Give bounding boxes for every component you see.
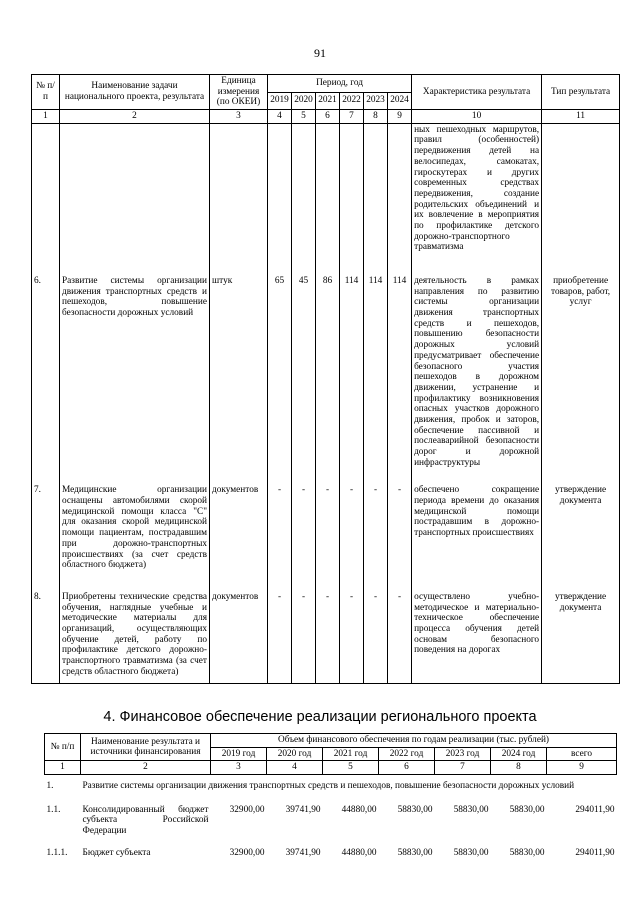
fin-row-value: 39741,90	[285, 804, 321, 815]
fin-row-value: 58830,00	[453, 804, 489, 815]
fin-row-value: 44880,00	[341, 804, 377, 815]
row-value: -	[340, 484, 364, 591]
row-type	[542, 123, 620, 275]
row-value: -	[316, 484, 340, 591]
col-header-year: 2020	[292, 92, 316, 110]
results-table	[31, 74, 620, 684]
fin-col-header-year: 2021 год	[323, 747, 379, 761]
row-value: -	[388, 484, 412, 591]
fin-row-value: 58830,00	[397, 847, 433, 858]
section-title: 4. Финансовое обеспечение реализации регионального проекта	[103, 709, 537, 725]
col-header-task: Наименование задачи национального проекта, результата	[60, 75, 210, 110]
fin-row-num: 1.1.	[46, 804, 61, 815]
col-header-characteristic: Характеристика результата	[412, 75, 542, 110]
row-num: 8.	[32, 591, 60, 684]
col-number: 2	[60, 110, 210, 124]
fin-row	[45, 804, 617, 847]
fin-row-value: 32900,00	[229, 847, 265, 858]
col-number: 11	[542, 110, 620, 124]
fin-row-value: 58830,00	[453, 847, 489, 858]
row-value	[292, 123, 316, 275]
row-unit	[210, 123, 268, 275]
row-unit: документов	[210, 484, 268, 591]
fin-col-header-name: Наименование результата и источники финансирования	[81, 734, 211, 761]
row-value	[388, 123, 412, 275]
fin-row-value: 44880,00	[341, 847, 377, 858]
col-number: 8	[364, 110, 388, 124]
fin-row-total: 294011,90	[575, 804, 615, 815]
fin-row-value: 39741,90	[285, 847, 321, 858]
col-header-year: 2019	[268, 92, 292, 110]
col-number: 3	[210, 110, 268, 124]
fin-col-header-volume: Объем финансового обеспечения по годам реализации (тыс. рублей)	[211, 734, 617, 748]
fin-row	[45, 847, 617, 860]
col-number: 5	[323, 761, 379, 775]
table-row	[32, 484, 620, 591]
col-header-year: 2021	[316, 92, 340, 110]
fin-col-header-year: 2024 год	[491, 747, 547, 761]
col-header-type: Тип результата	[542, 75, 620, 110]
row-type: утверждение документа	[542, 484, 620, 591]
fin-col-header-year: 2022 год	[379, 747, 435, 761]
row-type: приобретение товаров, работ, услуг	[542, 275, 620, 484]
fin-col-header-year: 2020 год	[267, 747, 323, 761]
fin-column-number-row	[45, 761, 617, 775]
fin-row-value: 58830,00	[397, 804, 433, 815]
row-value: -	[388, 591, 412, 684]
row-value: -	[292, 591, 316, 684]
row-value	[268, 123, 292, 275]
fin-row-name: Консолидированный бюджет субъекта Российской Федерации	[82, 804, 209, 837]
row-unit: штук	[210, 275, 268, 484]
row-value: -	[364, 484, 388, 591]
fin-row-value: 58830,00	[509, 804, 545, 815]
page-number: 91	[314, 46, 326, 60]
fin-col-header-total: всего	[547, 747, 617, 761]
row-characteristic: деятельность в рамках направления по развитию системы организации движения транспортных средств и пешеходов, повышению безопасности дорожных условий предусматривает обеспечение безопасного участия пешеходов в дорожном движении, устранение и профилактику возникновения опасных участков дорожного движения, пробок и заторов, обеспечение пассивной и послеаварийной безопасности дорог и дорожной инфраструктуры	[412, 275, 542, 484]
row-value	[340, 123, 364, 275]
row-num	[32, 123, 60, 275]
row-value: -	[268, 591, 292, 684]
row-value: 114	[364, 275, 388, 484]
row-value: 114	[388, 275, 412, 484]
col-number: 4	[267, 761, 323, 775]
fin-row-num: 1.1.1.	[46, 847, 68, 858]
fin-col-header-year: 2023 год	[435, 747, 491, 761]
row-task: Медицинские организации оснащены автомобилями скорой медицинской помощи класса "С" для оказания скорой медицинской помощи пациентам, пострадавшим при дорожно-транспортных происшествиях (за счет средств областного бюджета)	[60, 484, 210, 591]
row-value: 45	[292, 275, 316, 484]
fin-row-value: 58830,00	[509, 847, 545, 858]
col-number: 6	[379, 761, 435, 775]
row-value: -	[316, 591, 340, 684]
row-task: Развитие системы организации движения транспортных средств и пешеходов, повышение безопасности дорожных условий	[60, 275, 210, 484]
fin-col-header-num: № п/п	[45, 734, 81, 761]
row-value	[316, 123, 340, 275]
col-number: 7	[435, 761, 491, 775]
table-row	[32, 275, 620, 484]
row-value: -	[292, 484, 316, 591]
row-characteristic: осуществлено учебно-методическое и материально-техническое обеспечение процесса обучения детей основам безопасного поведения на дорогах	[412, 591, 542, 684]
table-row	[32, 591, 620, 684]
col-header-year: 2024	[388, 92, 412, 110]
col-number: 9	[547, 761, 617, 775]
col-number: 10	[412, 110, 542, 124]
row-num: 6.	[32, 275, 60, 484]
column-number-row	[32, 110, 620, 124]
finance-table	[44, 733, 617, 860]
row-characteristic: ных пешеходных маршрутов, правил (особенностей) передвижения детей на велосипедах, самокатах, гироскутерах и других современных средствах передвижения, создание родительских объединений и их вовлечение в мероприятия по профилактике детского дорожно-транспортного травматизма	[412, 123, 542, 275]
col-header-unit: Единица измерения (по ОКЕИ)	[210, 75, 268, 110]
fin-row	[45, 775, 617, 804]
row-value: 114	[340, 275, 364, 484]
col-header-year: 2022	[340, 92, 364, 110]
fin-row-num: 1.	[46, 781, 54, 792]
col-number: 1	[32, 110, 60, 124]
fin-row-total: 294011,90	[575, 847, 615, 858]
row-num: 7.	[32, 484, 60, 591]
row-type: утверждение документа	[542, 591, 620, 684]
row-value: -	[268, 484, 292, 591]
row-task	[60, 123, 210, 275]
row-task: Приобретены технические средства обучения, наглядные учебные и методические материалы для организаций, осуществляющих обучение детей, работу по профилактике детского дорожно-транспортного травматизма (за счет средств областного бюджета)	[60, 591, 210, 684]
col-number: 1	[45, 761, 81, 775]
row-value: -	[364, 591, 388, 684]
row-value: -	[340, 591, 364, 684]
row-value	[364, 123, 388, 275]
col-header-period: Период, год	[268, 75, 412, 93]
fin-row-name: Бюджет субъекта	[82, 847, 151, 858]
fin-row-name: Развитие системы организации движения транспортных средств и пешеходов, повышение безопасности дорожных условий	[82, 781, 575, 792]
col-number: 3	[211, 761, 267, 775]
col-number: 7	[340, 110, 364, 124]
col-header-year: 2023	[364, 92, 388, 110]
fin-col-header-year: 2019 год	[211, 747, 267, 761]
row-value: 86	[316, 275, 340, 484]
col-number: 4	[268, 110, 292, 124]
col-number: 9	[388, 110, 412, 124]
row-characteristic: обеспечено сокращение периода времени до оказания медицинской помощи пострадавшим в дорожно-транспортных происшествиях	[412, 484, 542, 591]
fin-row-value: 32900,00	[229, 804, 265, 815]
col-header-num: № п/п	[32, 75, 60, 110]
row-unit: документов	[210, 591, 268, 684]
row-value: 65	[268, 275, 292, 484]
col-number: 5	[292, 110, 316, 124]
col-number: 2	[81, 761, 211, 775]
col-number: 8	[491, 761, 547, 775]
table-row	[32, 123, 620, 275]
col-number: 6	[316, 110, 340, 124]
